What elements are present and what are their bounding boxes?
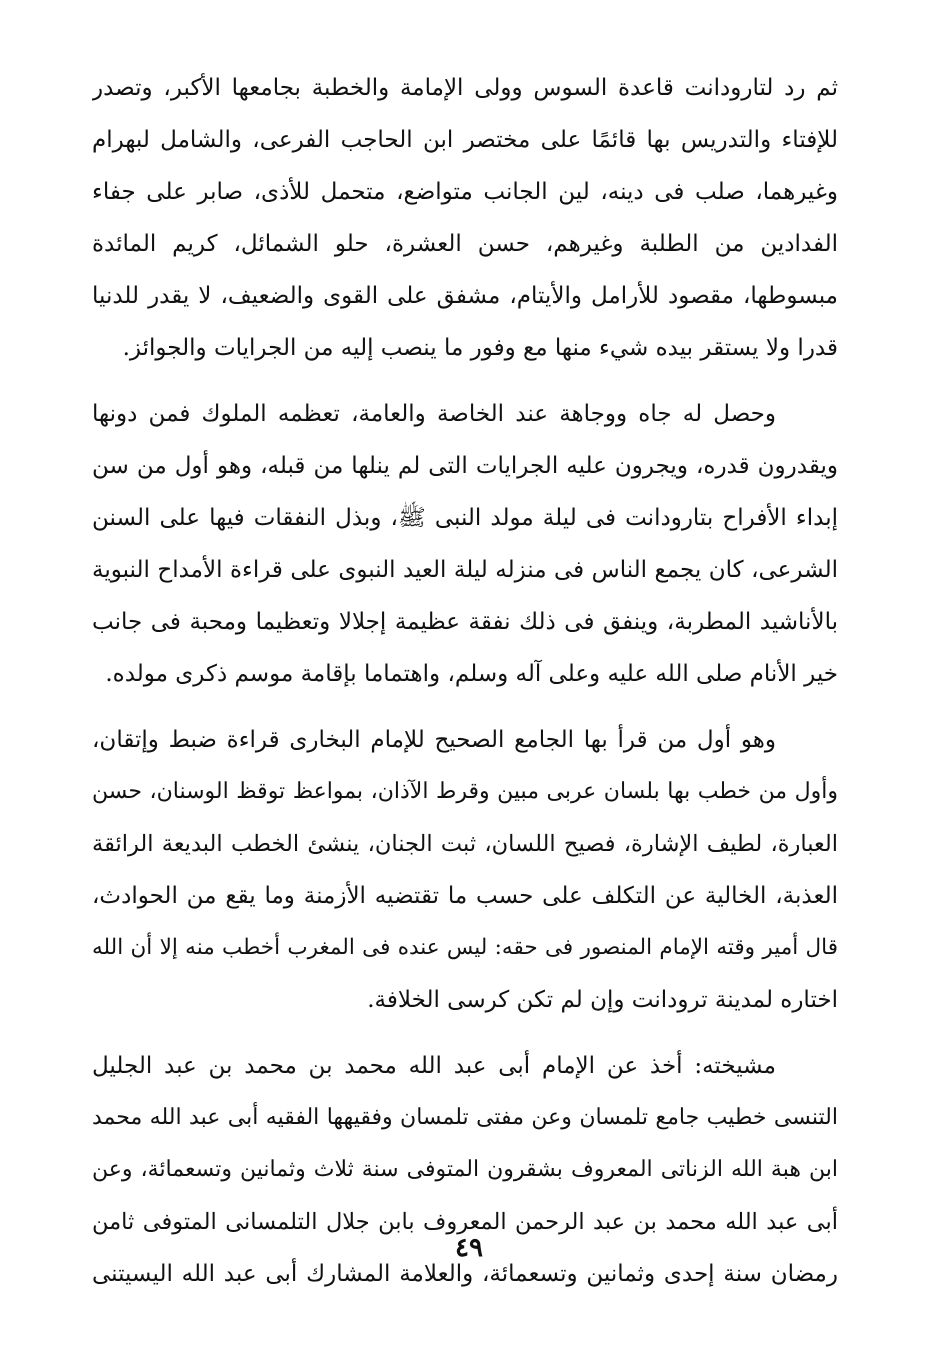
text-line: للإفتاء والتدريس بها قائمًا على مختصر ابن الحاجب الفرعى، والشامل لبهرام [92,127,838,153]
text-line: بالأناشيد المطربة، وينفق فى ذلك نفقة عظيمة إجلالا وتعظيما ومحبة فى جانب [92,609,838,635]
text-line: اختاره لمدينة ترودانت وإن لم تكن كرسى الخلافة. [367,987,838,1013]
text-line: وهو أول من قرأ بها الجامع الصحيح للإمام البخارى قراءة ضبط وإتقان، [92,727,776,753]
text-line: وغيرهما، صلب فى دينه، لين الجانب متواضع، متحمل للأذى، صابر على جفاء [92,179,838,205]
text-line: ثم رد لتارودانت قاعدة السوس وولى الإمامة والخطبة بجامعها الأكبر، وتصدر [92,75,838,101]
body-text [92,62,838,1300]
text-line: أبى عبد الله محمد بن عبد الرحمن المعروف بابن جلال التلمسانى المتوفى ثامن [92,1209,838,1235]
text-line: التنسى خطيب جامع تلمسان وعن مفتى تلمسان وفقيهها الفقيه أبى عبد الله محمد [92,1105,838,1130]
text-line: قدرا ولا يستقر بيده شيء منها مع وفور ما ينصب إليه من الجرايات والجوائز. [122,335,838,361]
page-number: ٤٩ [455,1233,483,1263]
text-line: الشرعى، كان يجمع الناس فى منزله ليلة العيد النبوى على قراءة الأمداح النبوية [92,557,838,583]
text-line: العبارة، لطيف الإشارة، فصيح اللسان، ثبت الجنان، ينشئ الخطب البديعة الرائقة [92,831,838,857]
text-line: الفدادين من الطلبة وغيرهم، حسن العشرة، حلو الشمائل، كريم المائدة [92,231,838,257]
text-line: خير الأنام صلى الله عليه وعلى آله وسلم، واهتماما بإقامة موسم ذكرى مولده. [105,661,838,687]
text-line: ابن هبة الله الزناتى المعروف بشقرون المتوفى سنة ثلاث وثمانين وتسعمائة، وعن [92,1157,838,1182]
paragraph-gap [92,374,838,388]
paragraph-3 [92,714,838,1026]
text-line: العذبة، الخالية عن التكلف على حسب ما تقتضيه الأزمنة وما يقع من الحوادث، [92,883,838,909]
paragraph-1 [92,62,838,374]
text-line: رمضان سنة إحدى وثمانين وتسعمائة، والعلامة المشارك أبى عبد الله اليسيتنى [92,1261,838,1287]
text-line: قال أمير وقته الإمام المنصور فى حقه: ليس عنده فى المغرب أخطب منه إلا أن الله [92,935,838,960]
paragraph-2 [92,388,838,700]
paragraph-gap [92,700,838,714]
paragraph-gap [92,1026,838,1040]
text-line: ويقدرون قدره، ويجرون عليه الجرايات التى لم ينلها من قبله، وهو أول من سن [92,453,838,479]
text-line: مبسوطها، مقصود للأرامل والأيتام، مشفق على القوى والضعيف، لا يقدر للدنيا [92,283,838,309]
text-line: مشيخته: أخذ عن الإمام أبى عبد الله محمد بن محمد بن عبد الجليل [92,1053,776,1079]
text-line: وحصل له جاه ووجاهة عند الخاصة والعامة، تعظمه الملوك فمن دونها [92,401,776,427]
text-line: إبداء الأفراح بتارودانت فى ليلة مولد النبى ﷺ، وبذل النفقات فيها على السنن [92,505,838,531]
text-line: وأول من خطب بها بلسان عربى مبين وقرط الآذان، بمواعظ توقظ الوسنان، حسن [92,779,838,804]
